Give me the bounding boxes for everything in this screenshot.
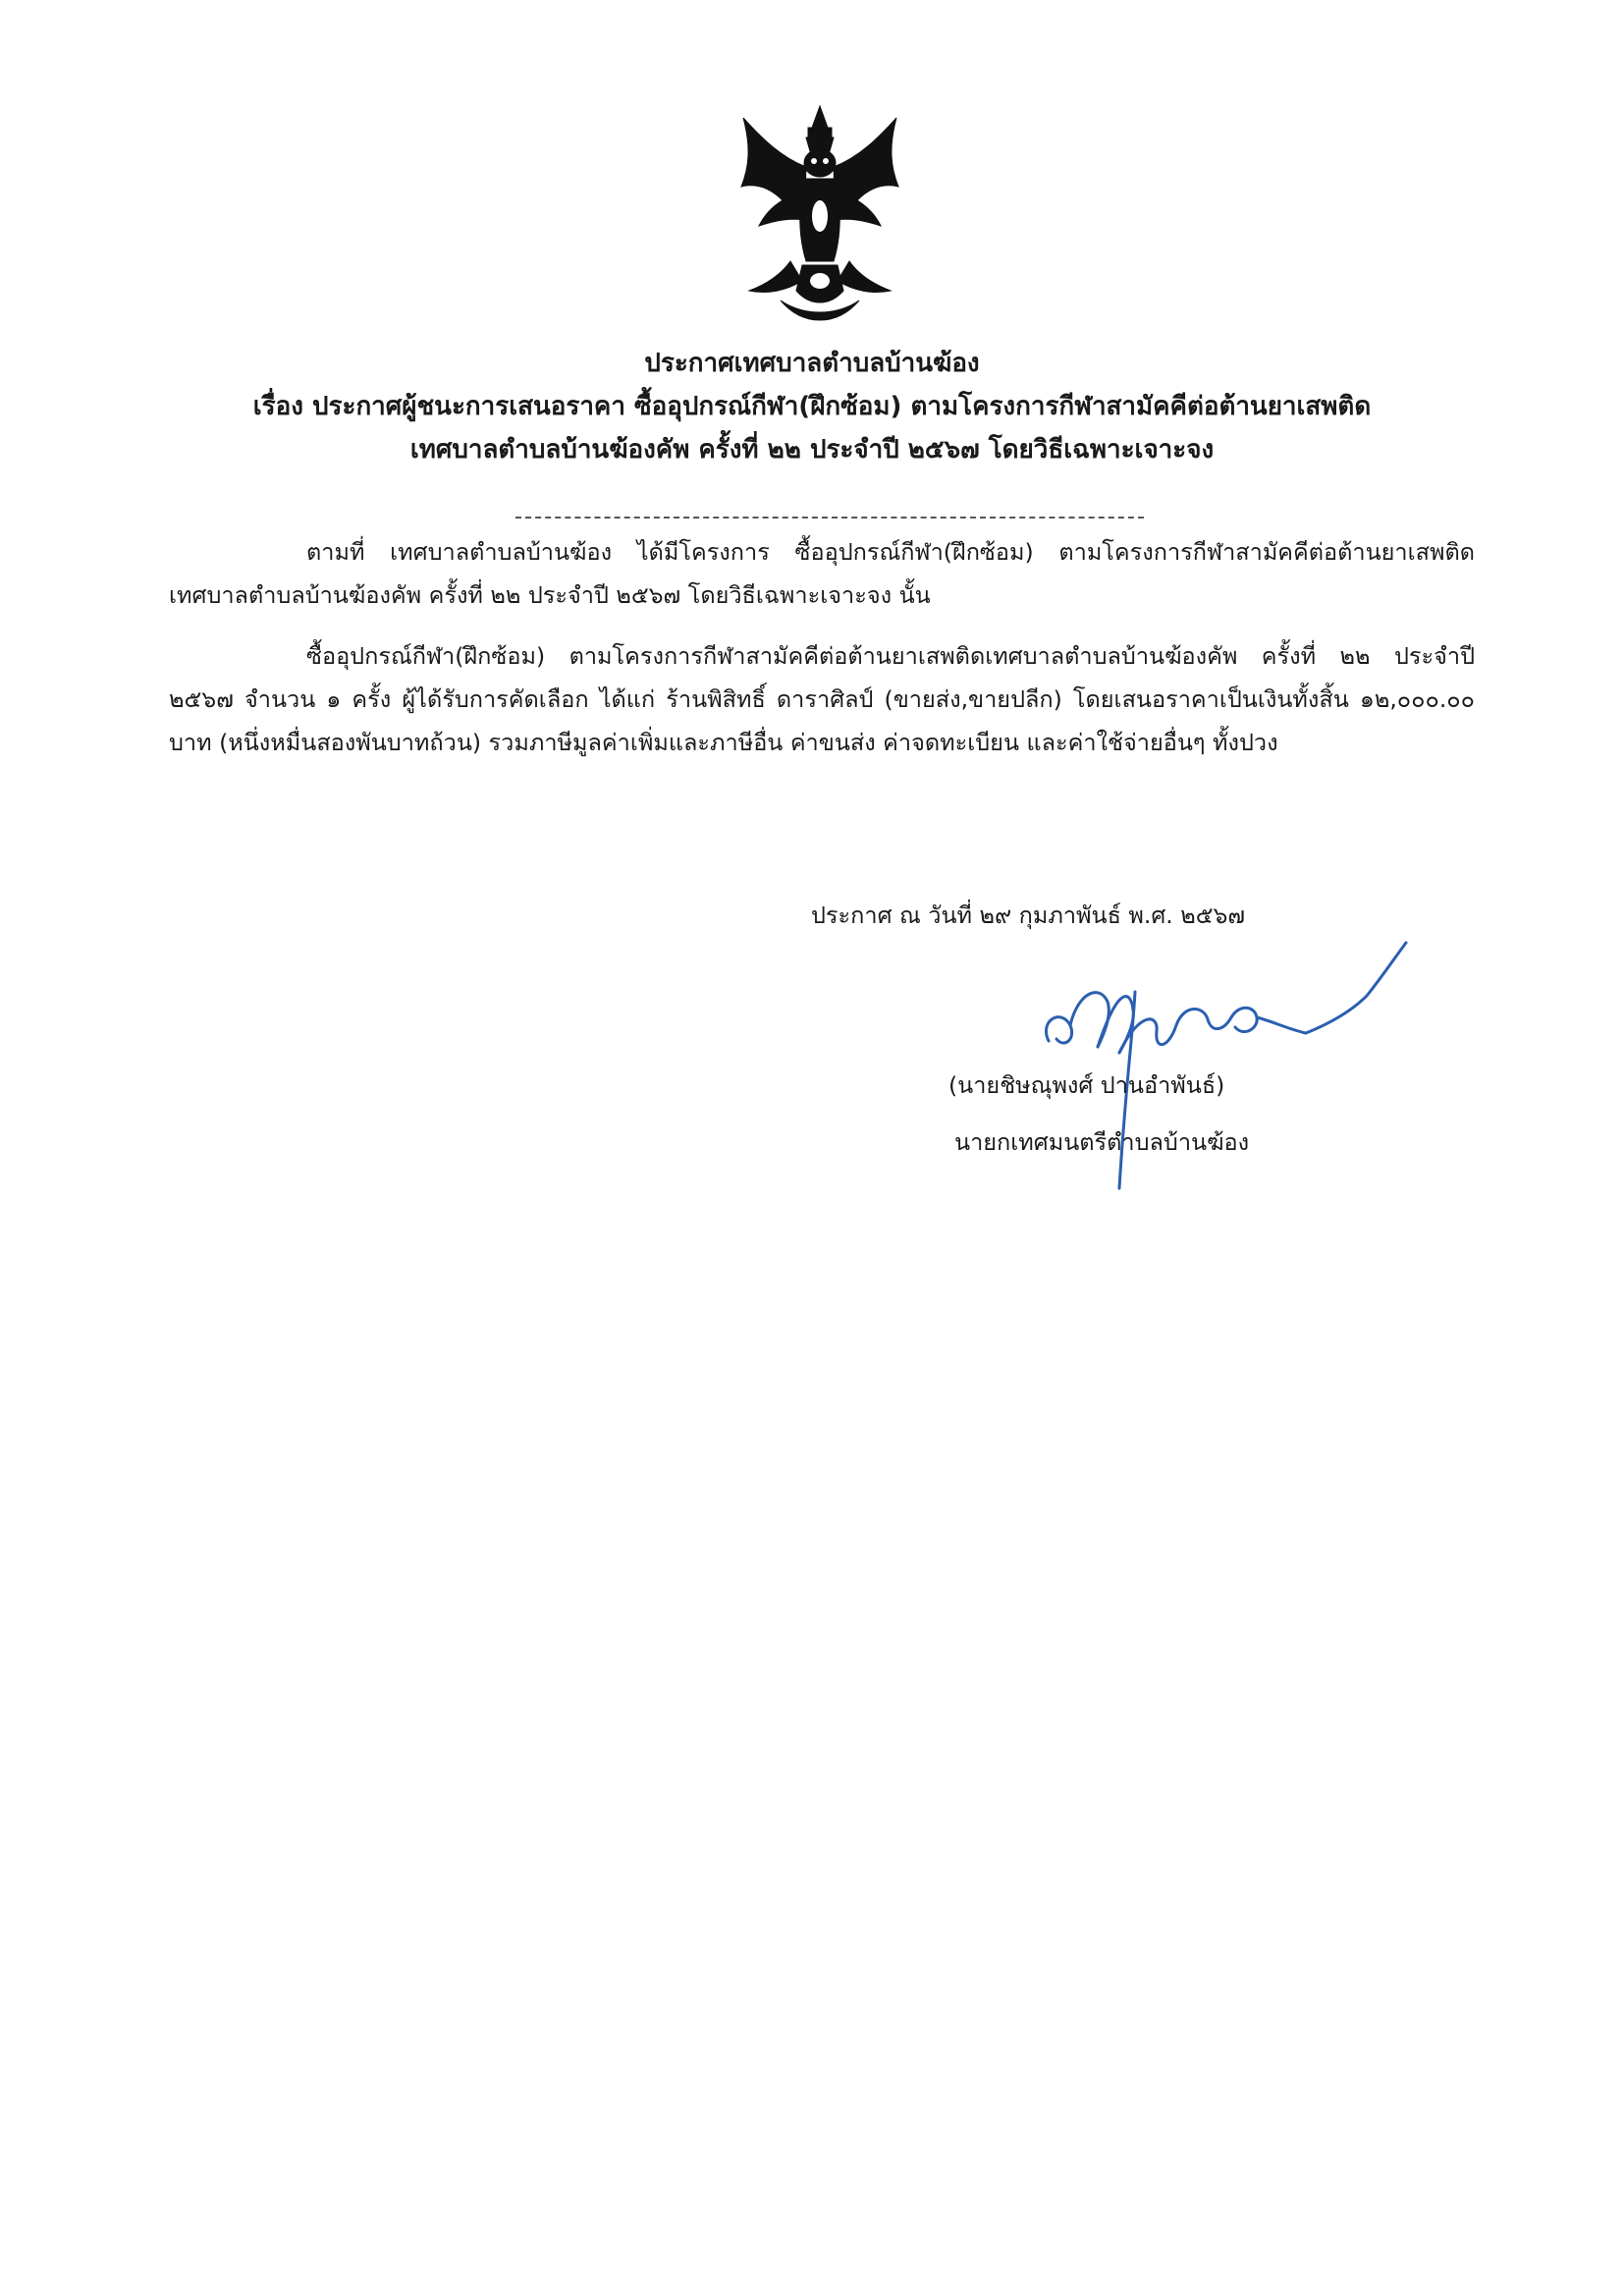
signer-name: (นายชิษณุพงศ์ ปานอำพันธ์)	[948, 1071, 1225, 1099]
title-line-2: เรื่อง ประกาศผู้ชนะการเสนอราคา ซื้ออุปกรณ์กีฬา(ฝึกซ้อม) ตามโครงการกีฬาสามัคคีต่อต้านยาเสพติด	[252, 392, 1372, 421]
garuda-emblem-icon	[722, 98, 918, 334]
body-paragraph-2: ซื้ออุปกรณ์กีฬา(ฝึกซ้อม) ตามโครงการกีฬาสามัคคีต่อต้านยาเสพติดเทศบาลตำบลบ้านฆ้องคัพ ครั้งที่ ๒๒ ประจำปี ๒๕๖๗ จำนวน ๑ ครั้ง ผู้ได้รับการคัดเลือก ได้แก่ ร้านพิสิทธิ์ ดาราศิลป์ (ขายส่ง,ขายปลีก) โดยเสนอราคาเป็นเงินทั้งสิ้น ๑๒,๐๐๐.๐๐ บาท (หนึ่งหมื่นสองพันบาทถ้วน) รวมภาษีมูลค่าเพิ่มและภาษีอื่น ค่าขนส่ง ค่าจดทะเบียน และค่าใช้จ่ายอื่นๆ ทั้งปวง	[169, 642, 1475, 756]
body-paragraph-1: ตามที่ เทศบาลตำบลบ้านฆ้อง ได้มีโครงการ ซื้ออุปกรณ์กีฬา(ฝึกซ้อม) ตามโครงการกีฬาสามัคคีต่อต้านยาเสพติดเทศบาลตำบลบ้านฆ้องคัพ ครั้งที่ ๒๒ ประจำปี ๒๕๖๗ โดยวิธีเฉพาะเจาะจง นั้น	[169, 538, 1475, 609]
signer-title: นายกเทศมนตรีตำบลบ้านฆ้อง	[954, 1128, 1250, 1156]
divider-dashed	[515, 517, 1144, 519]
title-line-3: เทศบาลตำบลบ้านฆ้องคัพ ครั้งที่ ๒๒ ประจำปี ๒๕๖๗ โดยวิธีเฉพาะเจาะจง	[409, 435, 1215, 465]
title-line-1: ประกาศเทศบาลตำบลบ้านฆ้อง	[644, 349, 980, 378]
document-title	[0, 342, 1624, 471]
announcement-date: ประกาศ ณ วันที่ ๒๙ กุมภาพันธ์ พ.ศ. ๒๕๖๗	[811, 902, 1246, 929]
